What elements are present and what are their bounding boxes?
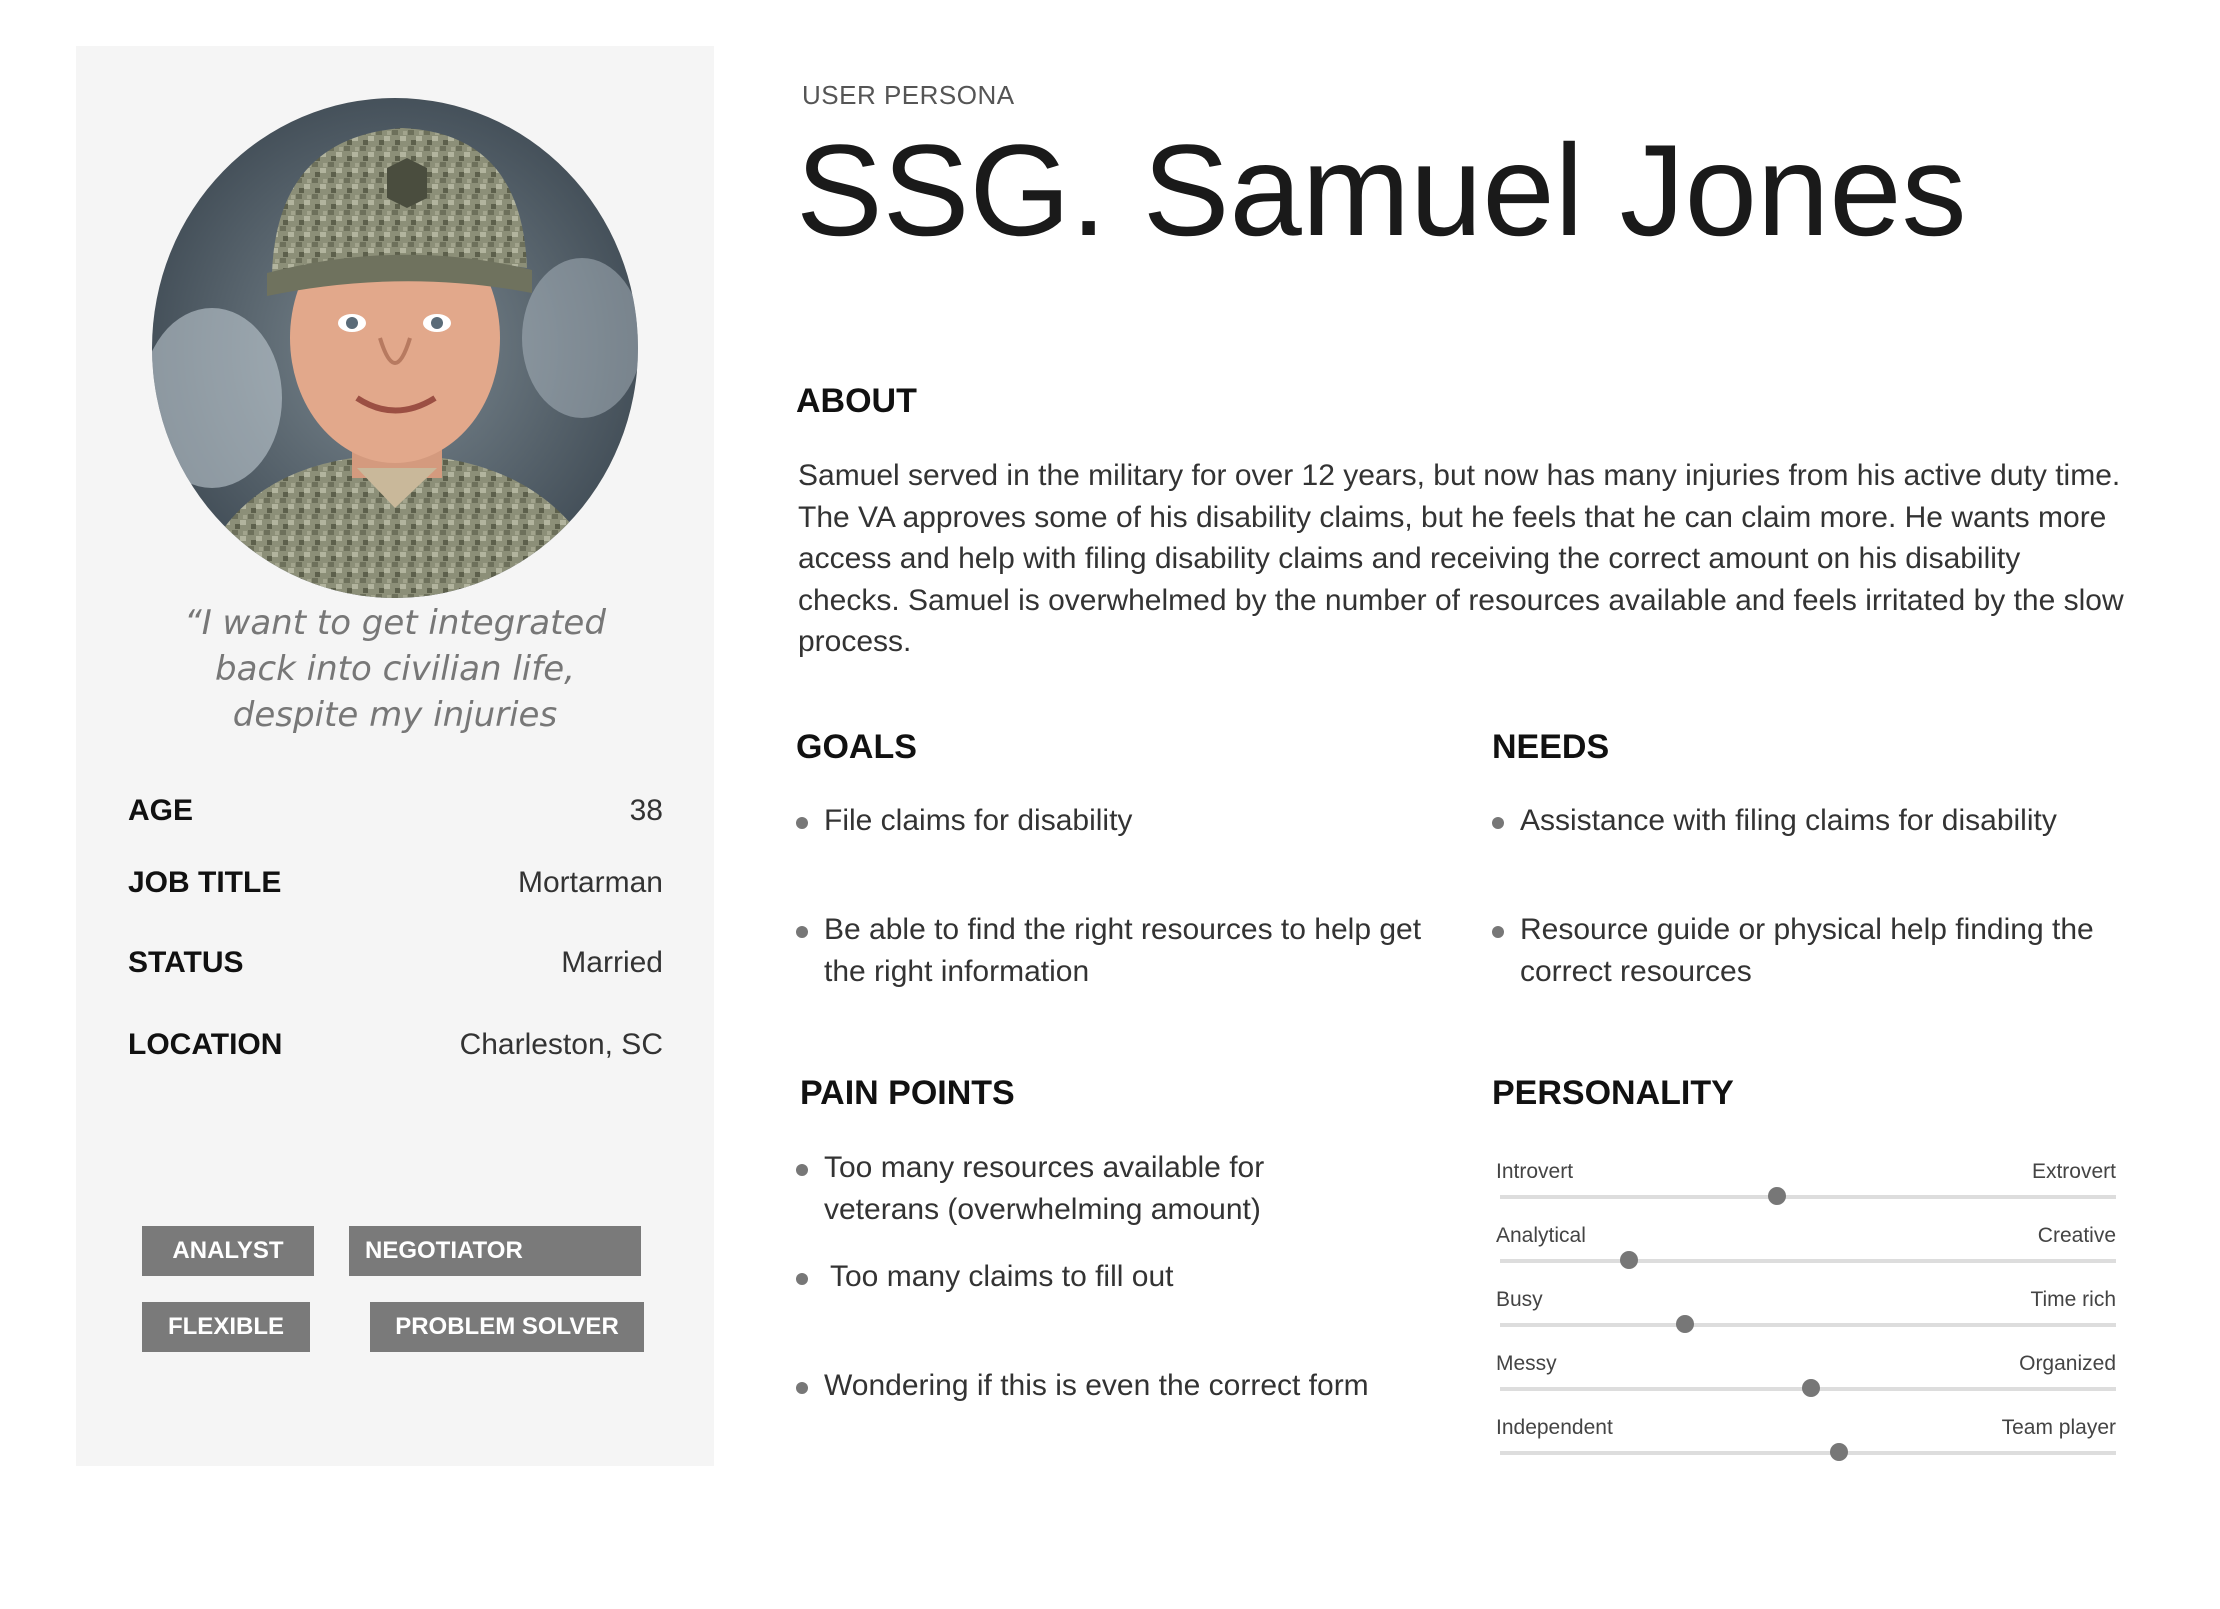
trait-track: [1500, 1323, 2116, 1327]
avatar: [152, 98, 638, 598]
need-item: Resource guide or physical help finding the correct resources: [1492, 909, 2140, 992]
pain-points-heading: PAIN POINTS: [800, 1074, 1015, 1112]
tag-flexible: FLEXIBLE: [142, 1302, 310, 1352]
trait-slider: [1496, 1352, 2116, 1416]
fact-value: Married: [561, 946, 663, 979]
trait-right-label: Team player: [2001, 1416, 2116, 1439]
page-title: SSG. Samuel Jones: [796, 117, 1967, 263]
fact-label: JOB TITLE: [128, 866, 282, 899]
personality-heading: PERSONALITY: [1492, 1074, 1734, 1112]
trait-track: [1500, 1259, 2116, 1263]
trait-slider: [1496, 1416, 2116, 1480]
trait-left-label: Independent: [1496, 1416, 1613, 1439]
trait-knob: [1768, 1187, 1786, 1205]
fact-value: 38: [629, 794, 663, 827]
fact-value: Charleston, SC: [459, 1028, 663, 1061]
trait-knob: [1802, 1379, 1820, 1397]
fact-status: [128, 938, 663, 988]
persona-quote: “I want to get integrated back into civilian life, despite my injuries: [184, 603, 606, 735]
fact-location: [128, 1020, 663, 1070]
trait-knob: [1676, 1315, 1694, 1333]
goal-item: Be able to find the right resources to help get the right information: [796, 909, 1464, 992]
soldier-portrait-image: [152, 98, 638, 598]
fact-label: STATUS: [128, 946, 244, 979]
trait-track: [1500, 1451, 2116, 1455]
needs-heading: NEEDS: [1492, 728, 1610, 766]
trait-slider: [1496, 1224, 2116, 1288]
trait-right-label: Time rich: [2030, 1288, 2116, 1311]
trait-right-label: Extrovert: [2031, 1160, 2116, 1183]
pain-point-item: Too many resources available for veterans (overwhelming amount): [796, 1147, 1384, 1230]
trait-slider: [1496, 1288, 2116, 1352]
trait-track: [1500, 1195, 2116, 1199]
trait-left-label: Analytical: [1496, 1224, 1586, 1247]
trait-left-label: Busy: [1496, 1288, 1543, 1311]
trait-knob: [1830, 1443, 1848, 1461]
goal-item: File claims for disability: [796, 800, 1464, 842]
trait-slider: [1496, 1160, 2116, 1224]
trait-right-label: Organized: [2019, 1352, 2116, 1375]
trait-left-label: Introvert: [1496, 1160, 1574, 1183]
about-heading: ABOUT: [796, 382, 917, 420]
trait-left-label: Messy: [1496, 1352, 1557, 1375]
fact-label: LOCATION: [128, 1028, 283, 1061]
tag-negotiator: NEGOTIATOR: [349, 1226, 641, 1276]
trait-right-label: Creative: [2037, 1224, 2116, 1247]
goals-heading: GOALS: [796, 728, 917, 766]
pain-point-item: Wondering if this is even the correct form: [796, 1365, 1444, 1407]
fact-label: AGE: [128, 794, 194, 827]
about-text: Samuel served in the military for over 12 years, but now has many injuries from his active duty time. The VA approves some of his disability claims, but he feels that he can claim more. He wants more access and help with filing disability claims and receiving the correct amount on his disability checks. Samuel is overwhelmed by the number of resources available and feels irritated by the slow process.: [798, 459, 2124, 658]
tag-problem-solver: PROBLEM SOLVER: [370, 1302, 644, 1352]
pain-point-item: Too many claims to fill out: [796, 1256, 1390, 1298]
tag-analyst: ANALYST: [142, 1226, 314, 1276]
fact-value: Mortarman: [517, 866, 663, 899]
fact-job-title: [128, 858, 663, 908]
page-eyebrow: USER PERSONA: [802, 80, 1015, 110]
need-item: Assistance with filing claims for disability: [1492, 800, 2160, 842]
trait-knob: [1620, 1251, 1638, 1269]
fact-age: [128, 786, 663, 836]
